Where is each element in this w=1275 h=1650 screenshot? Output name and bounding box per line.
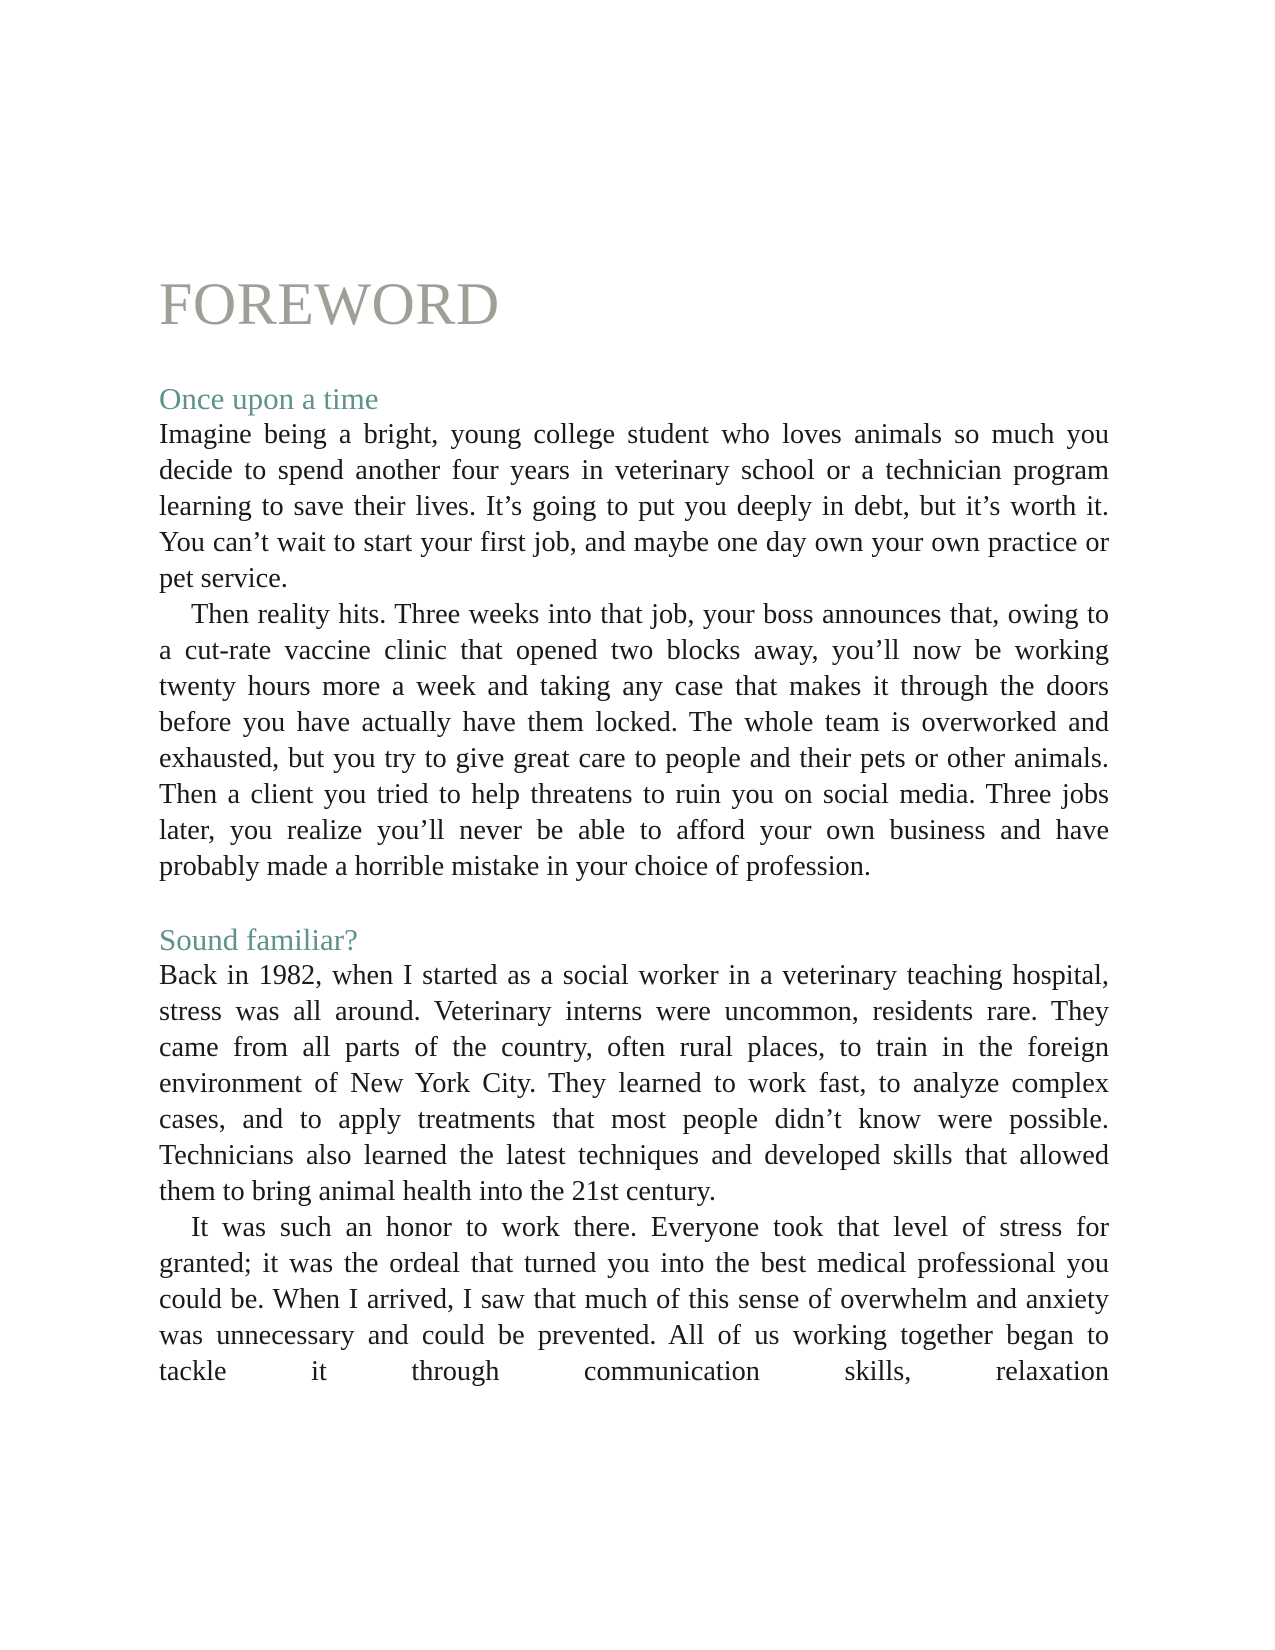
section-heading: Sound familiar? <box>159 922 358 957</box>
page-body <box>159 268 1109 1390</box>
chapter-title: FOREWORD <box>159 271 500 337</box>
body-paragraph: Imagine being a bright, young college student who loves animals so much you decide to spend another four years in veterinary school or a technician program learning to save their lives. It’s going to put you deeply in debt, but it’s worth it. You can’t wait to start your first job, and maybe one day own your own practice or pet service. <box>159 419 1109 594</box>
section-sound-familiar <box>159 921 1109 1390</box>
section-once-upon-a-time <box>159 380 1109 885</box>
body-paragraph: Then reality hits. Three weeks into that job, your boss announces that, owing to a cut-rate vaccine clinic that opened two blocks away, you’ll now be working twenty hours more a week and taking any case that makes it through the doors before you have actually have them locked. The whole team is overworked and exhausted, but you try to give great care to people and their pets or other animals. Then a client you tried to help threatens to ruin you on social media. Three jobs later, you realize you’ll never be able to afford your own business and have probably made a horrible mistake in your choice of profession. <box>159 599 1109 882</box>
body-paragraph: Back in 1982, when I started as a social worker in a veterinary teaching hospital, stress was all around. Veterinary interns were uncommon, residents rare. They came from all parts of the country, often rural places, to train in the foreign environment of New York City. They learned to work fast, to analyze complex cases, and to apply treatments that most people didn’t know were possible. Technicians also learned the latest techniques and developed skills that allowed them to bring animal health into the 21st century. <box>159 960 1109 1207</box>
section-heading: Once upon a time <box>159 381 379 416</box>
body-paragraph: It was such an honor to work there. Everyone took that level of stress for granted; it was the ordeal that turned you into the best medical professional you could be. When I arrived, I saw that much of this sense of overwhelm and anxiety was unnecessary and could be prevented. All of us working together began to tackle it through communication skills, relaxation <box>159 1212 1109 1387</box>
